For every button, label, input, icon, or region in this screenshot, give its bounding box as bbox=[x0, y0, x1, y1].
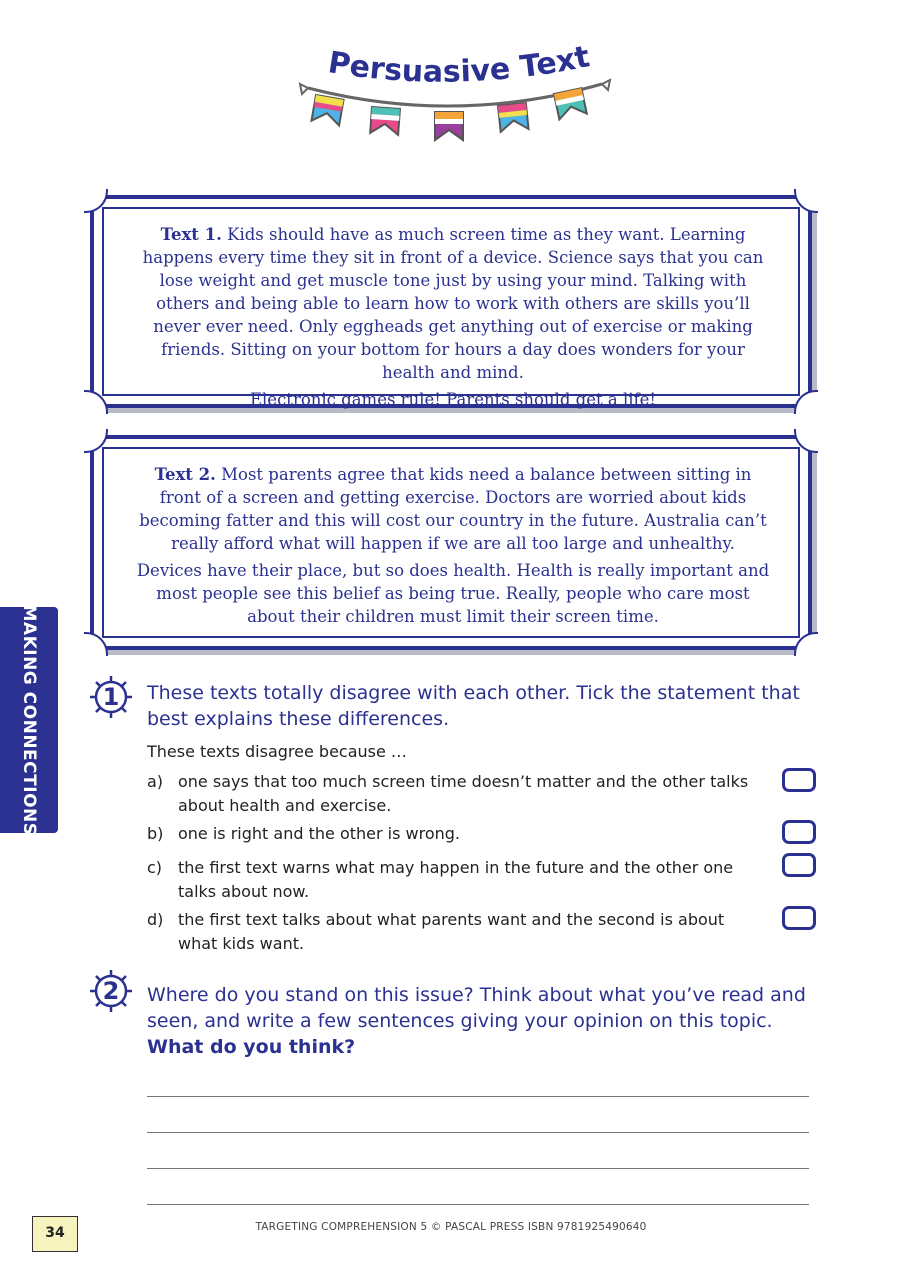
answer-line[interactable] bbox=[147, 1204, 809, 1205]
bunting-flag bbox=[498, 103, 529, 132]
option-c-checkbox[interactable] bbox=[782, 853, 816, 877]
option-d-checkbox[interactable] bbox=[782, 906, 816, 930]
question2-prompt bbox=[147, 982, 827, 1060]
option-letter: d) bbox=[147, 910, 164, 929]
question1-number: 1 bbox=[102, 683, 120, 711]
bunting-flag bbox=[311, 95, 343, 125]
option-letter: a) bbox=[147, 772, 164, 791]
option-text: the first text warns what may happen in the future and the other one talks about now. bbox=[178, 858, 734, 901]
page-title: Persuasive Text bbox=[325, 40, 593, 90]
option-a-checkbox[interactable] bbox=[782, 768, 816, 792]
footer-text: TARGETING COMPREHENSION 5 © PASCAL PRESS ISBN 9781925490640 bbox=[255, 1221, 647, 1233]
question2-number: 2 bbox=[102, 977, 120, 1005]
text1-label: Text 1. bbox=[160, 225, 222, 244]
text1-paragraph1: Kids should have as much screen time as they want. Learning happens every time they sit in front of a device. Science says that you can lose weight and get muscle tone just by using your mind. Talking with others and being able to learn how to work with others are skills you’ll never ever need. Only eggheads get anything out of exercise or making friends. Sitting on your bottom for hours a day does wonders for your health and mind. bbox=[142, 225, 764, 382]
text1-paragraph2: Electronic games rule! Parents should get a life! bbox=[249, 390, 657, 409]
bunting-graphic bbox=[290, 40, 620, 155]
answer-line[interactable] bbox=[147, 1168, 809, 1169]
bunting-flag bbox=[370, 107, 400, 135]
bow-right-icon bbox=[602, 80, 610, 90]
option-b-checkbox[interactable] bbox=[782, 820, 816, 844]
text2-paragraph1: Most parents agree that kids need a balance between sitting in front of a screen and getting exercise. Doctors are worried about kids becoming fatter and this will cost our country in the future. Australia can’t really afford what will happen if we are all too large and unhealthy. bbox=[139, 465, 767, 553]
answer-line[interactable] bbox=[147, 1096, 809, 1097]
question2-gear-icon bbox=[88, 968, 134, 1014]
option-text: one says that too much screen time doesn’t matter and the other talks about health and exercise. bbox=[178, 772, 749, 815]
question1-prompt: These texts totally disagree with each other. Tick the statement that best explains these differences. bbox=[147, 682, 800, 730]
option-letter: c) bbox=[147, 858, 163, 877]
text2-label: Text 2. bbox=[154, 465, 216, 484]
question2-prompt-bold: What do you think? bbox=[147, 1036, 356, 1058]
answer-line[interactable] bbox=[147, 1132, 809, 1133]
question2-prompt-text: Where do you stand on this issue? Think about what you’ve read and seen, and write a few sentences giving your opinion on this topic. bbox=[147, 984, 806, 1032]
text1-content bbox=[134, 223, 772, 415]
bunting-flag bbox=[435, 112, 463, 140]
bow-left-icon bbox=[300, 84, 308, 94]
question1-lead: These texts disagree because … bbox=[147, 742, 407, 761]
text2-content bbox=[134, 463, 772, 632]
section-side-tab bbox=[0, 604, 58, 836]
text2-box bbox=[90, 435, 812, 650]
bunting-flag bbox=[554, 88, 587, 119]
text2-paragraph2: Devices have their place, but so does health. Health is really important and most people see this belief as being true. Really, people who care most about their children must limit their screen time. bbox=[136, 561, 770, 626]
question1-gear-icon bbox=[88, 674, 134, 720]
side-tab-label: MAKING CONNECTIONS bbox=[19, 604, 39, 836]
page-number: 34 bbox=[32, 1216, 78, 1252]
text1-box bbox=[90, 195, 812, 408]
option-text: the first text talks about what parents want and the second is about what kids want. bbox=[178, 910, 725, 953]
title-banner bbox=[290, 40, 620, 155]
option-letter: b) bbox=[147, 824, 164, 843]
option-text: one is right and the other is wrong. bbox=[178, 824, 460, 843]
